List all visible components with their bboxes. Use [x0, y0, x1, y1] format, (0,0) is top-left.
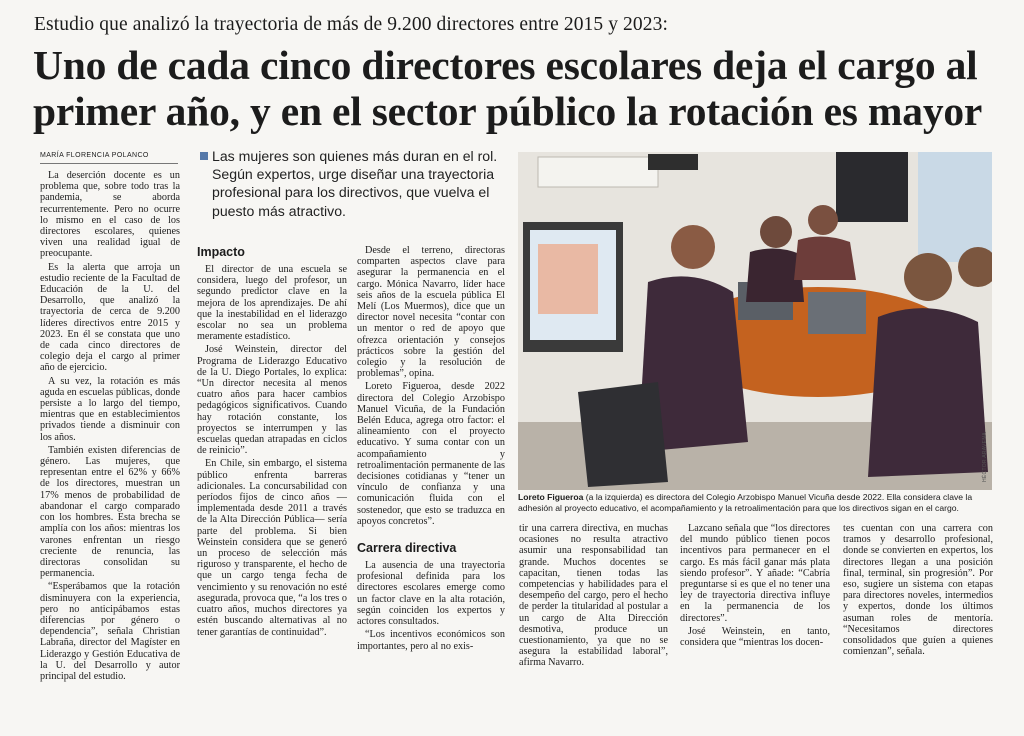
section-heading-impacto: Impacto	[197, 245, 245, 259]
paragraph: La ausencia de una trayectoria profesional definida para los directores escolares emerge como un factor clave en la alta rotación, según coinciden los expertos y actores consultados.	[357, 560, 505, 628]
headline-line-2: primer año, y en el sector público la rotación es mayor	[33, 88, 983, 134]
photo-caption	[518, 492, 994, 514]
photo-frame	[648, 154, 698, 170]
photo-whiteboard	[538, 157, 658, 187]
photo-person-head-1	[671, 225, 715, 269]
column-5	[680, 523, 830, 648]
paragraph: tir una carrera directiva, en muchas ocasiones no resulta atractivo asumir una responsabilidad tan grande. Muchos docentes se capacitan, tienen todas las competencias y habilidades para el desempeño del cargo, pero el hecho de perder la titularidad al postular a un cargo de Alta Dirección desmotiva, produce un cuestionamiento, ya que no se asegura la estabilidad laboral”, afirma Navarro.	[519, 523, 668, 669]
paragraph: “Esperábamos que la rotación disminuyera con la experiencia, pero no anticipábamos estas diferencias por género o dependencia”, señala Christian Labraña, director del Magíster en Liderazgo y Gestión Educativa de la U. del Desarrollo y autor principal del estudio.	[40, 581, 180, 682]
paragraph: “Los incentivos económicos son importantes, pero al no exis-	[357, 629, 505, 652]
photo-person-head-4	[904, 253, 952, 301]
kicker: Estudio que analizó la trayectoria de más de 9.200 directores entre 2015 y 2023:	[34, 14, 668, 35]
headline-line-1: Uno de cada cinco directores escolares deja el cargo al	[33, 42, 978, 88]
summary	[200, 147, 500, 220]
paragraph: José Weinstein, en tanto, considera que “mientras los docen-	[680, 625, 830, 649]
photo-credit: HÉCTOR ARAVENA	[982, 432, 988, 482]
photo-person-head-3	[808, 205, 838, 235]
column-4	[519, 523, 668, 669]
photo-window	[918, 152, 992, 262]
column-2	[197, 245, 347, 638]
column-6	[843, 523, 993, 657]
photo-person-head-2	[760, 216, 792, 248]
photo-dark-board	[836, 152, 908, 222]
paragraph: El director de una escuela se considera, luego del profesor, un segundo predictor clave en la mejora de los aprendizajes. De ahí que la inestabilidad en el liderazgo escolar no sea un problema meramente estadístico.	[197, 264, 347, 343]
section-heading-carrera: Carrera directiva	[357, 541, 457, 556]
caption-name: Loreto Figueroa	[518, 492, 584, 502]
caption-text: (a la izquierda) es directora del Colegio Arzobispo Manuel Vicuña desde 2022. Ella considera clave la adhesión al proyecto educativo, el acompañamiento y la retroalimentación para que los directivos sigan en el cargo.	[518, 492, 973, 514]
byline-rule	[40, 163, 178, 164]
paragraph: Desde el terreno, directoras comparten aspectos clave para asegurar la permanencia en el cargo. Mónica Navarro, líder hace seis años de la escuela pública El Melí (Los Muermos), dice que un director novel necesita “contar con un mentor o red de apoyo que ofrezca orientación y consejos prácticos sobre la gestión del colegio y la resolución de problemas”, opina.	[357, 245, 505, 380]
photo-illustration	[518, 152, 992, 490]
paragraph: A su vez, la rotación es más aguda en escuelas públicas, donde persiste a lo largo del tiempo, mientras que en establecimientos privados tiende a disminuir con los años.	[40, 375, 180, 443]
photo-chair	[578, 382, 668, 487]
column-1	[40, 170, 180, 682]
photo-person-body-4	[868, 308, 988, 477]
photo-monitor-table	[538, 244, 598, 314]
article-photo	[518, 152, 992, 490]
paragraph: José Weinstein, director del Programa de Liderazgo Educativo de la U. Diego Portales, lo explica: “Un director necesita al menos cuatro años para hacer cambios pedagógicos significativos. Cuando hay rotación constante, los proyectos se interrumpen y las escuelas quedan atrapadas en ciclos de reinicio”.	[197, 344, 347, 457]
headline	[33, 42, 1003, 134]
paragraph: Loreto Figueroa, desde 2022 directora del Colegio Arzobispo Manuel Vicuña, de la Fundación Belén Educa, agrega otro factor: el alineamiento con el proyecto educativo. Y suma contar con un acompañamiento y retroalimentación permanente de las decisiones cotidianas y “tener un vínculo de confianza y una comunicación fluida con el sostenedor, que esto se traduzca en apoyos concretos”.	[357, 381, 505, 527]
paragraph: En Chile, sin embargo, el sistema público enfrenta barreras adicionales. La concursabilidad con períodos fijos de cinco años —implementada desde 2011 a través de la Alta Dirección Pública— sería parte del problema. Si bien Weinstein considera que se generó un proceso de selección más riguroso y transparente, el hecho de que un cargo tenga fecha de vencimiento y su renovación no esté asegurada, provoca que, “a los tres o cuatro años, muchos directores ya estén buscando alternativas al no tener garantías de continuidad”.	[197, 458, 347, 638]
summary-text: Las mujeres son quienes más duran en el rol. Según expertos, urge diseñar una trayectoria profesional para los directivos, que vuelva el puesto más atractivo.	[212, 148, 498, 219]
paragraph: tes cuentan con una carrera con tramos y desarrollo profesional, donde se convierten en expertos, los directores llegan a una posición final, terminal, sin progresión”. Por eso, sugiere un sistema con etapas para directores noveles, intermedios y expertos, donde los últimos asuman roles de mentoría. “Necesitamos directores consolidados que guíen a quienes comienzan”, señala.	[843, 523, 993, 658]
summary-bullet	[200, 152, 208, 160]
column-3	[357, 245, 505, 652]
byline: MARÍA FLORENCIA POLANCO	[40, 152, 149, 159]
photo-laptop-2	[808, 292, 866, 334]
paragraph: Lazcano señala que “los directores del mundo público tienen pocos incentivos para permanecer en el cargo. Es más fácil ganar más plata siendo profesor”. Y añade: “Cabría preguntarse si es que el no tener una ley de trayectoria directiva influye en la permanencia de los directores”.	[680, 523, 830, 624]
paragraph: Es la alerta que arroja un estudio reciente de la Facultad de Educación de la U. del Desarrollo, que analizó la trayectoria de cerca de 9.200 líderes directivos entre 2015 y 2023. En él se constata que uno de cada cinco directores de colegio deja el cargo al primer año de ejercicio.	[40, 261, 180, 374]
paragraph: También existen diferencias de género. Las mujeres, que representan entre el 62% y 66% de los directores, muestran un 17% menos de probabilidad de abandonar el cargo comparado con los hombres. Esta brecha se amplía con los años: mientras los varones enfrentan un riesgo creciente de renuncia, las directoras consolidan su permanencia.	[40, 444, 180, 580]
photo-person-body-3	[794, 236, 856, 280]
paragraph: La deserción docente es un problema que, sobre todo tras la pandemia, se aborda recurrentemente. Pero no ocurre lo mismo en el caso de los directores escolares, quienes viven una realidad igual de preocupante.	[40, 170, 180, 260]
